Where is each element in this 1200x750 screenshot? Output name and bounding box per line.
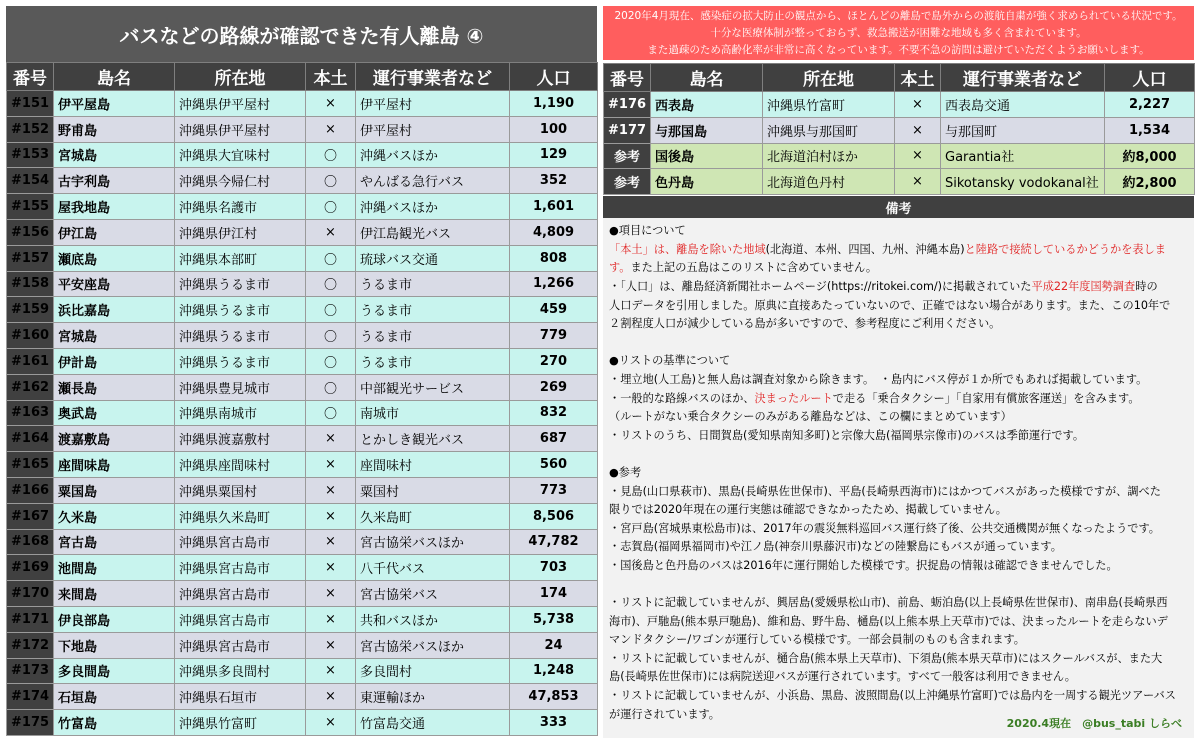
cell-population: 129 (510, 142, 598, 168)
table-row (7, 271, 598, 297)
note-text: で走る「乗合タクシー」「自家用有償旅客運送」を含みます。 (832, 391, 1140, 405)
cell-location: 沖縄県宮古島市 (175, 529, 306, 555)
cell-number: #167 (7, 503, 54, 529)
cell-number: #152 (7, 116, 54, 142)
cell-location: 沖縄県竹富町 (175, 710, 306, 736)
note-line (609, 259, 1188, 278)
highlight-text: 「本土」は、離島を除いた地域 (609, 242, 766, 256)
cell-location: 沖縄県うるま市 (175, 348, 306, 374)
cell-location: 沖縄県与那国町 (763, 117, 895, 143)
header-name: 島名 (651, 64, 763, 92)
cell-location: 沖縄県伊平屋村 (175, 116, 306, 142)
spacer (609, 334, 1188, 353)
cell-population: 333 (510, 710, 598, 736)
cell-mainland: × (306, 658, 356, 684)
table-row (7, 194, 598, 220)
cell-location: 沖縄県久米島町 (175, 503, 306, 529)
table-row (7, 297, 598, 323)
table-row (7, 91, 598, 117)
header-population: 人口 (510, 63, 598, 91)
cell-population: 1,601 (510, 194, 598, 220)
cell-location: 沖縄県大宜味村 (175, 142, 306, 168)
cell-number: #165 (7, 452, 54, 478)
note-line: ・宮戸島(宮城県東松島市)は、2017年の震災無料巡回バス運行終了後、公共交通機関が無くなったようです。 (609, 521, 1160, 535)
note-line: ２割程度人口が減少している島が多いですので、参考程度にご利用ください。 (609, 317, 1001, 331)
cell-operator: 沖縄バスほか (356, 142, 510, 168)
cell-island-name: 平安座島 (54, 271, 175, 297)
table-row (7, 219, 598, 245)
remarks-header: 備考 (603, 196, 1194, 218)
header-location: 所在地 (175, 63, 306, 91)
cell-operator: 東運輸ほか (356, 684, 510, 710)
cell-population: 約8,000 (1105, 143, 1195, 169)
note-text: (北海道、本州、四国、九州、沖縄本島) (765, 242, 965, 256)
note-text: ・「人口」は、離島経済新聞社ホームページ(https://ritokei.com/)に掲載されていた (609, 279, 1032, 293)
table-row (7, 374, 598, 400)
section-heading: ●項目について (609, 224, 686, 238)
cell-population: 4,809 (510, 219, 598, 245)
cell-operator: 座間味村 (356, 452, 510, 478)
cell-number: #164 (7, 426, 54, 452)
highlight-text: と陸路で接続しているかどうかを表しま (964, 242, 1166, 256)
cell-island-name: 座間味島 (54, 452, 175, 478)
note-line: ・埋立地(人工島)と無人島は調査対象から除きます。 ・島内にバス停が１か所でもあれば掲載しています。 (609, 372, 1148, 386)
cell-population: 47,782 (510, 529, 598, 555)
cell-number: #155 (7, 194, 54, 220)
cell-population: 47,853 (510, 684, 598, 710)
cell-number: #170 (7, 581, 54, 607)
cell-mainland: × (306, 632, 356, 658)
cell-location: 沖縄県宮古島市 (175, 606, 306, 632)
cell-mainland: 〇 (306, 374, 356, 400)
cell-island-name: 国後島 (651, 143, 763, 169)
cell-island-name: 伊平屋島 (54, 91, 175, 117)
cell-location: 沖縄県伊江村 (175, 219, 306, 245)
table-row (7, 529, 598, 555)
cell-mainland: 〇 (306, 271, 356, 297)
section-heading: ●参考 (609, 465, 642, 479)
cell-mainland: × (306, 684, 356, 710)
cell-population: 1,248 (510, 658, 598, 684)
cell-population: 703 (510, 555, 598, 581)
cell-island-name: 宮城島 (54, 142, 175, 168)
cell-operator: 琉球バス交通 (356, 245, 510, 271)
cell-location: 沖縄県うるま市 (175, 297, 306, 323)
side-panel (603, 6, 1194, 738)
cell-operator: うるま市 (356, 348, 510, 374)
cell-operator: 南城市 (356, 400, 510, 426)
cell-operator: うるま市 (356, 271, 510, 297)
note-line (609, 241, 1188, 260)
cell-operator: 中部観光サービス (356, 374, 510, 400)
note-line: 島(長崎県佐世保市)には病院送迎バスが運行されています。すべて一般客は利用できません。 (609, 670, 1076, 684)
cell-population: 459 (510, 297, 598, 323)
cell-operator: 宮古協栄バスほか (356, 529, 510, 555)
highlight-text: 決まったルート (754, 391, 833, 405)
cell-number: #153 (7, 142, 54, 168)
island-table-continued (603, 63, 1195, 195)
cell-mainland: × (306, 710, 356, 736)
cell-population: 687 (510, 426, 598, 452)
cell-mainland: × (306, 219, 356, 245)
cell-mainland: × (306, 529, 356, 555)
cell-population: 8,506 (510, 503, 598, 529)
cell-island-name: 伊江島 (54, 219, 175, 245)
cell-population: 1,266 (510, 271, 598, 297)
note-line: マンドタクシー/ワゴンが運行している模様です。一部会員制のものも含まれます。 (609, 633, 1025, 647)
cell-population: 832 (510, 400, 598, 426)
cell-population: 174 (510, 581, 598, 607)
cell-number: #161 (7, 348, 54, 374)
table-row (7, 555, 598, 581)
cell-location: 沖縄県本部町 (175, 245, 306, 271)
header-mainland: 本土 (895, 64, 941, 92)
cell-mainland: × (895, 169, 941, 195)
cell-number: #176 (604, 92, 651, 118)
header-operator: 運行事業者など (356, 63, 510, 91)
cell-operator: 伊江島観光バス (356, 219, 510, 245)
table-row (604, 169, 1195, 195)
cell-mainland: × (306, 581, 356, 607)
cell-population: 2,227 (1105, 92, 1195, 118)
cell-mainland: × (306, 477, 356, 503)
note-line (609, 390, 1188, 409)
table-row (7, 684, 598, 710)
cell-location: 沖縄県宮古島市 (175, 581, 306, 607)
note-line: ・志賀島(福岡県福岡市)や江ノ島(神奈川県藤沢市)などの陸繋島にもバスが通っています。 (609, 540, 1062, 554)
header-location: 所在地 (763, 64, 895, 92)
cell-operator: 八千代バス (356, 555, 510, 581)
cell-location: 沖縄県南城市 (175, 400, 306, 426)
cell-mainland: 〇 (306, 297, 356, 323)
cell-operator: Sikotansky vodokanal社 (941, 169, 1105, 195)
notice-line: 2020年4月現在、感染症の拡大防止の観点から、ほとんどの離島で島外からの渡航自粛が強く求められている状況です。 (614, 9, 1183, 22)
cell-island-name: 色丹島 (651, 169, 763, 195)
cell-location: 北海道泊村ほか (763, 143, 895, 169)
table-header-row (7, 63, 598, 91)
cell-mainland: × (306, 426, 356, 452)
cell-number: #173 (7, 658, 54, 684)
remarks-body (603, 218, 1194, 738)
cell-island-name: 伊良部島 (54, 606, 175, 632)
cell-population: 約2,800 (1105, 169, 1195, 195)
cell-mainland: 〇 (306, 400, 356, 426)
section-heading: ●リストの基準について (609, 354, 731, 368)
cell-island-name: 池間島 (54, 555, 175, 581)
table-row (7, 142, 598, 168)
travel-notice-banner (603, 6, 1194, 60)
header-mainland: 本土 (306, 63, 356, 91)
cell-population: 808 (510, 245, 598, 271)
cell-operator: うるま市 (356, 323, 510, 349)
note-text: また上記の五島はこのリストに含めていません。 (630, 261, 878, 275)
cell-mainland: × (895, 143, 941, 169)
cell-population: 269 (510, 374, 598, 400)
cell-island-name: 伊計島 (54, 348, 175, 374)
table-row (7, 168, 598, 194)
cell-island-name: 来間島 (54, 581, 175, 607)
cell-location: 沖縄県伊平屋村 (175, 91, 306, 117)
notice-line: また過疎のため高齢化率が非常に高くなっています。不要不急の訪問は避けていただくようお願いします。 (647, 43, 1150, 56)
table-row (7, 116, 598, 142)
cell-island-name: 野甫島 (54, 116, 175, 142)
cell-island-name: 瀬底島 (54, 245, 175, 271)
spacer (609, 575, 1188, 594)
header-population: 人口 (1105, 64, 1195, 92)
cell-operator: Garantia社 (941, 143, 1105, 169)
cell-island-name: 竹富島 (54, 710, 175, 736)
cell-number: #166 (7, 477, 54, 503)
cell-island-name: 奥武島 (54, 400, 175, 426)
cell-mainland: 〇 (306, 142, 356, 168)
cell-mainland: × (306, 503, 356, 529)
cell-number: #168 (7, 529, 54, 555)
cell-island-name: 粟国島 (54, 477, 175, 503)
cell-number: #163 (7, 400, 54, 426)
table-row (604, 92, 1195, 118)
table-row (7, 710, 598, 736)
header-num: 番号 (604, 64, 651, 92)
header-operator: 運行事業者など (941, 64, 1105, 92)
cell-location: 沖縄県今帰仁村 (175, 168, 306, 194)
cell-mainland: 〇 (306, 323, 356, 349)
cell-operator: 沖縄バスほか (356, 194, 510, 220)
table-row (7, 400, 598, 426)
cell-island-name: 多良間島 (54, 658, 175, 684)
cell-number: 参考 (604, 169, 651, 195)
table-row (604, 117, 1195, 143)
cell-location: 北海道色丹村 (763, 169, 895, 195)
cell-island-name: 石垣島 (54, 684, 175, 710)
table-row (7, 452, 598, 478)
notice-line: 十分な医療体制が整っておらず、救急搬送が困難な地域も多く含まれています。 (710, 26, 1087, 39)
note-line: ・リストに記載していませんが、興居島(愛媛県松山市)、前島、蛎泊島(以上長崎県佐世保市)、南串島(長崎県西 (609, 596, 1168, 610)
cell-population: 24 (510, 632, 598, 658)
table-row (7, 477, 598, 503)
cell-operator: 伊平屋村 (356, 116, 510, 142)
cell-island-name: 下地島 (54, 632, 175, 658)
cell-mainland: 〇 (306, 245, 356, 271)
table-row (7, 245, 598, 271)
note-line: ・リストのうち、日間賀島(愛知県南知多町)と宗像大島(福岡県宗像市)のバスは季節運行です。 (609, 428, 1085, 442)
note-line: ・リストに記載していませんが、小浜島、黒島、波照間島(以上沖縄県竹富町)では島内を一周する観光ツアーバス (609, 689, 1176, 703)
cell-operator: 宮古協栄バスほか (356, 632, 510, 658)
table-row (7, 503, 598, 529)
cell-mainland: 〇 (306, 168, 356, 194)
cell-number: #172 (7, 632, 54, 658)
cell-location: 沖縄県宮古島市 (175, 632, 306, 658)
cell-population: 5,738 (510, 606, 598, 632)
cell-operator: 伊平屋村 (356, 91, 510, 117)
table-row (7, 632, 598, 658)
cell-population: 270 (510, 348, 598, 374)
cell-operator: 粟国村 (356, 477, 510, 503)
cell-number: #174 (7, 684, 54, 710)
cell-number: #162 (7, 374, 54, 400)
cell-mainland: 〇 (306, 348, 356, 374)
cell-number: #151 (7, 91, 54, 117)
cell-mainland: × (306, 606, 356, 632)
cell-operator: うるま市 (356, 297, 510, 323)
cell-mainland: × (306, 452, 356, 478)
cell-number: #158 (7, 271, 54, 297)
cell-location: 沖縄県竹富町 (763, 92, 895, 118)
cell-island-name: 久米島 (54, 503, 175, 529)
cell-operator: 竹富島交通 (356, 710, 510, 736)
cell-population: 1,534 (1105, 117, 1195, 143)
table-row (7, 581, 598, 607)
credit-text: 2020.4現在 @bus_tabi しらべ (1006, 716, 1182, 730)
cell-number: #171 (7, 606, 54, 632)
cell-number: #159 (7, 297, 54, 323)
header-name: 島名 (54, 63, 175, 91)
cell-operator: 宮古協栄バス (356, 581, 510, 607)
cell-mainland: × (895, 117, 941, 143)
table-row (7, 323, 598, 349)
spacer (609, 445, 1188, 464)
cell-location: 沖縄県うるま市 (175, 323, 306, 349)
note-line (609, 278, 1188, 297)
cell-number: #154 (7, 168, 54, 194)
cell-operator: とかしき観光バス (356, 426, 510, 452)
island-table (6, 62, 598, 736)
note-line: 海市)、戸馳島(熊本県戸馳島)、維和島、野牛島、樋島(以上熊本県上天草市)では、決まったルートを走らないデ (609, 614, 1168, 628)
list-title: バスなどの路線が確認できた有人離島 ④ (6, 6, 597, 62)
note-line: （ルートがない乗合タクシーのみがある離島などは、この欄にまとめています） (609, 410, 1012, 424)
cell-population: 1,190 (510, 91, 598, 117)
note-line: ・国後島と色丹島のバスは2016年に運行開始した模様です。択捉島の情報は確認できませんでした。 (609, 558, 1118, 572)
cell-location: 沖縄県渡嘉敷村 (175, 426, 306, 452)
cell-number: #177 (604, 117, 651, 143)
cell-operator: やんばる急行バス (356, 168, 510, 194)
cell-number: #156 (7, 219, 54, 245)
cell-island-name: 浜比嘉島 (54, 297, 175, 323)
cell-location: 沖縄県宮古島市 (175, 555, 306, 581)
header-num: 番号 (7, 63, 54, 91)
cell-location: 沖縄県石垣市 (175, 684, 306, 710)
table-row (604, 143, 1195, 169)
cell-location: 沖縄県うるま市 (175, 271, 306, 297)
highlight-text: 平成22年度国勢調査 (1031, 279, 1136, 293)
cell-number: 参考 (604, 143, 651, 169)
highlight-text: す。 (609, 261, 631, 275)
cell-operator: 西表島交通 (941, 92, 1105, 118)
cell-population: 560 (510, 452, 598, 478)
cell-location: 沖縄県豊見城市 (175, 374, 306, 400)
cell-island-name: 与那国島 (651, 117, 763, 143)
cell-operator: 久米島町 (356, 503, 510, 529)
note-line: ・見島(山口県萩市)、黒島(長崎県佐世保市)、平島(長崎県西海市)にはかつてバスがあった模様ですが、調べた (609, 484, 1161, 498)
table-row (7, 658, 598, 684)
cell-population: 100 (510, 116, 598, 142)
main-list-panel (6, 6, 597, 736)
cell-location: 沖縄県座間味村 (175, 452, 306, 478)
table-row (7, 348, 598, 374)
cell-operator: 多良間村 (356, 658, 510, 684)
note-text: ・一般的な路線バスのほか、 (609, 391, 755, 405)
cell-operator: 共和バスほか (356, 606, 510, 632)
cell-population: 773 (510, 477, 598, 503)
note-line: ・リストに記載していませんが、樋合島(熊本県上天草市)、下須島(熊本県天草市)にはスクールバスが、また大 (609, 651, 1163, 665)
cell-island-name: 宮古島 (54, 529, 175, 555)
cell-mainland: × (306, 91, 356, 117)
note-line: 限りでは2020年現在の運行実態は確認できなかったため、掲載していません。 (609, 503, 1007, 517)
cell-operator: 与那国町 (941, 117, 1105, 143)
cell-number: #160 (7, 323, 54, 349)
cell-population: 779 (510, 323, 598, 349)
note-line: が運行されています。 (609, 707, 720, 721)
cell-island-name: 宮城島 (54, 323, 175, 349)
cell-island-name: 瀬長島 (54, 374, 175, 400)
cell-island-name: 渡嘉敷島 (54, 426, 175, 452)
cell-number: #157 (7, 245, 54, 271)
cell-location: 沖縄県名護市 (175, 194, 306, 220)
cell-number: #175 (7, 710, 54, 736)
cell-island-name: 屋我地島 (54, 194, 175, 220)
cell-island-name: 西表島 (651, 92, 763, 118)
table-header-row (604, 64, 1195, 92)
note-text: 時の (1135, 279, 1158, 293)
cell-number: #169 (7, 555, 54, 581)
cell-location: 沖縄県粟国村 (175, 477, 306, 503)
note-line: 人口データを引用しました。原典に直接あたっていないので、正確ではない場合があります。また、この10年で (609, 298, 1171, 312)
cell-island-name: 古宇利島 (54, 168, 175, 194)
cell-mainland: × (306, 116, 356, 142)
cell-mainland: 〇 (306, 194, 356, 220)
cell-location: 沖縄県多良間村 (175, 658, 306, 684)
cell-mainland: × (306, 555, 356, 581)
table-row (7, 606, 598, 632)
table-row (7, 426, 598, 452)
cell-population: 352 (510, 168, 598, 194)
cell-mainland: × (895, 92, 941, 118)
